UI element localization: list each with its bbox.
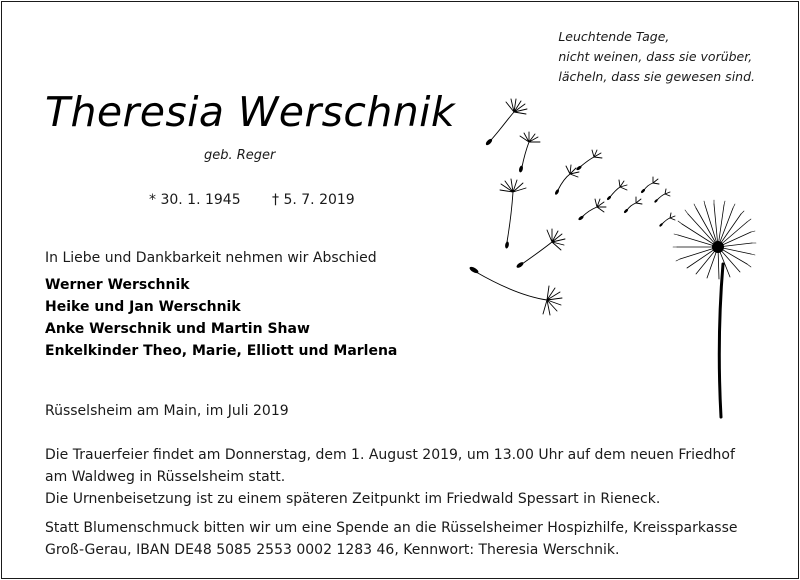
mourner-name: Heike und Jan Werschnik — [45, 299, 241, 315]
deceased-name: Theresia Werschnik — [45, 88, 456, 136]
birth-date: * 30. 1. 1945 — [149, 192, 241, 208]
donation-text: Statt Blumenschmuck bitten wir um eine Spende an die Rüsselsheimer Hospizhilfe, Kreissparkasse — [45, 520, 738, 536]
ceremony-text: am Waldweg in Rüsselsheim statt. — [45, 469, 286, 485]
ceremony-text: Die Trauerfeier findet am Donnerstag, dem 1. August 2019, um 13.00 Uhr auf dem neuen Friedhof — [45, 447, 735, 463]
quote-line: lächeln, dass sie gewesen sind. — [558, 69, 755, 84]
mourner-name: Werner Werschnik — [45, 277, 190, 293]
dandelion-icon — [457, 87, 772, 427]
memorial-quote — [558, 27, 755, 87]
obituary-notice — [1, 1, 799, 579]
mourner-name: Enkelkinder Theo, Marie, Elliott und Marlena — [45, 343, 398, 359]
mourner-name: Anke Werschnik und Martin Shaw — [45, 321, 310, 337]
donation-text: Groß-Gerau, IBAN DE48 5085 2553 0002 1283 46, Kennwort: Theresia Werschnik. — [45, 542, 620, 558]
mourners-list — [45, 274, 397, 362]
death-date: † 5. 7. 2019 — [272, 192, 355, 208]
quote-line: Leuchtende Tage, — [558, 29, 670, 44]
farewell-line: In Liebe und Dankbarkeit nehmen wir Abschied — [45, 250, 377, 266]
urn-burial-text: Die Urnenbeisetzung ist zu einem späteren Zeitpunkt im Friedwald Spessart in Rieneck. — [45, 491, 661, 507]
quote-line: nicht weinen, dass sie vorüber, — [558, 49, 753, 64]
maiden-name: geb. Reger — [204, 148, 276, 163]
funeral-information — [45, 444, 737, 561]
place-and-date: Rüsselsheim am Main, im Juli 2019 — [45, 403, 289, 419]
